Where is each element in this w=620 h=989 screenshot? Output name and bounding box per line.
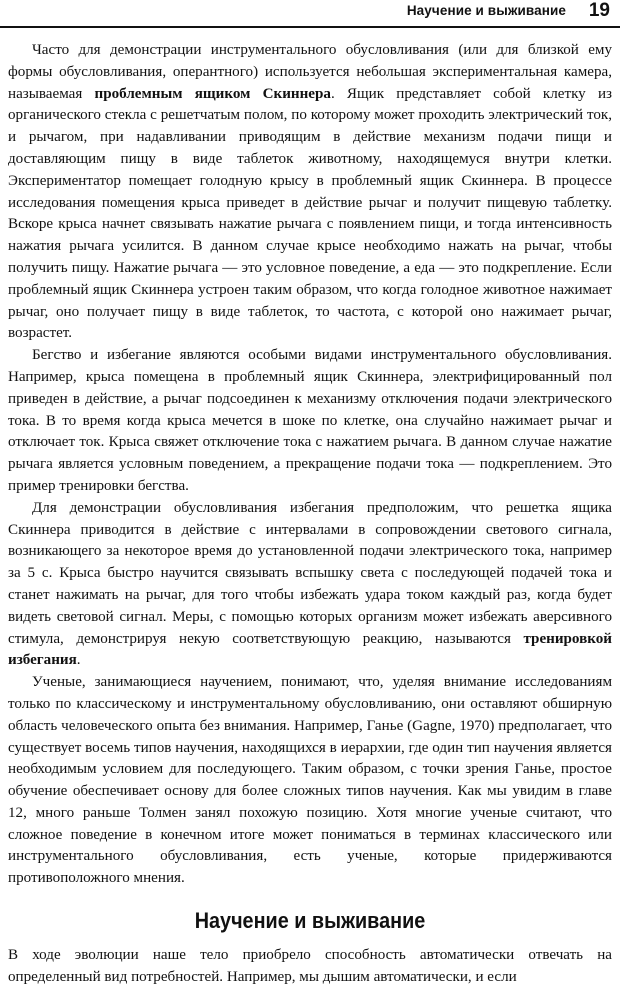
- paragraph-skinner-box: [8, 40, 612, 345]
- page-number: 19: [588, 0, 610, 21]
- paragraph-text: Ученые, занимающиеся научением, понимают, что, уделяя внимание исследованиям только по классическому и инструментальному обусловливанию, они оставляют обширную область человеческого опыта без внимания. Например, Ганье (Gagne, 1970) предполагает, что существует восемь типов научения, находящихся в иерархии, где один тип научения является необходимым условием для последующего. Таким образом, с точки зрения Ганье, простое обучение обеспечивает основу для более сложных типов научения. Как мы увидим в главе 12, много раньше Толмен занял похожую позицию. Хотя многие ученые считают, что сложное поведение в конечном итоге может пониматься в терминах классического или инструментального обусловливания, есть ученые, которые придерживаются противоположного мнения.: [8, 674, 612, 887]
- running-header: [0, 0, 620, 28]
- paragraph-escape-avoidance: [8, 345, 612, 498]
- paragraph-text: .: [76, 652, 81, 669]
- section-heading: Научение и выживание: [194, 908, 426, 934]
- body-text: [8, 40, 612, 989]
- paragraph-avoidance-training: [8, 498, 612, 672]
- section-paragraph: В ходе эволюции наше тело приобрело способность автоматически отвечать на определенный вид потребностей. Например, мы дышим автоматически, и если: [8, 947, 612, 985]
- running-title: Научение и выживание: [406, 3, 566, 18]
- key-term: тренировкой избегания: [8, 630, 612, 669]
- paragraph-text: Бегство и избегание являются особыми видами инструментального обусловливания. Например, крыса помещена в проблемный ящик Скиннера, электрифицированный пол приведен в действие, а рычаг подсоединен к механизму отключения подачи электрического тока. В то время когда крыса мечется в шоке по клетке, она случайно нажимает рычаг и отключает ток. Крыса свяжет отключение тока с нажатием рычага. В данном случае нажатие рычага является условным поведением, а прекращение подачи тока — подкреплением. Это пример тренировки бегства.: [8, 347, 612, 494]
- paragraph-text: . Ящик представляет собой клетку из органического стекла с решетчатым полом, по которому может проходить электрический ток, и рычагом, при надавливании приводящим в действие механизм подачи пищи и доставляющим пищу в виде таблеток животному, находящемуся внутри клетки. Экспериментатор помещает голодную крысу в проблемный ящик Скиннера. В процессе исследования помещения крыса приведет в действие рычаг и получит пищевую таблетку. Вскоре крыса начнет связывать нажатие рычага с появлением пищи, и тогда интенсивность нажатия рычага усилится. В данном случае крысе необходимо нажать на рычаг, чтобы получить пищу. Нажатие рычага — это условное поведение, а еда — это подкрепление. Если проблемный ящик Скиннера устроен таким образом, что когда голодное животное нажимает рычаг, оно получает пищу в виде таблеток, то частота, с которой оно нажимает рычаг, возрастет.: [8, 85, 612, 342]
- paragraph-learning-types: [8, 672, 612, 890]
- paragraph-text: Для демонстрации обусловливания избегания предположим, что решетка ящика Скиннера приводится в действие с интервалами в сопровождении светового сигнала, возникающего за некоторое время до установленной подачи электрического тока, например за 5 с. Крыса быстро научится связывать вспышку света с последующей подачей тока и станет нажимать на рычаг, для того чтобы избежать удара током каждый раз, когда будет видеть световой сигнал. Меры, с помощью которых организм может избежать аверсивного стимула, демонстрируя некую соответствующую реакцию, называются: [8, 499, 612, 647]
- key-term: проблемным ящиком Скиннера: [94, 85, 331, 102]
- paragraph-text: Часто для демонстрации инструментального обусловливания (или для близкой ему формы обусловливания, оперантного) используется небольшая экспериментальная камера, называемая: [8, 42, 612, 102]
